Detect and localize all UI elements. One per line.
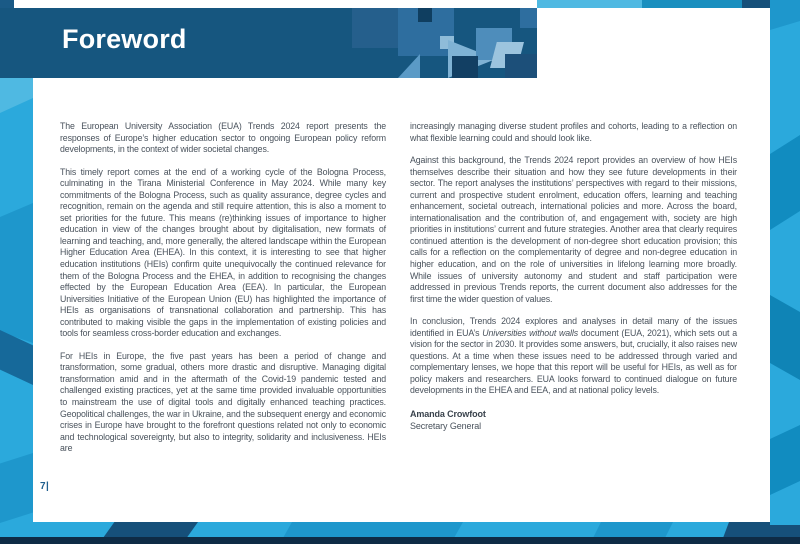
paragraph: For HEIs in Europe, the five past years has been a period of change and transformation, some gradual, others more drastic and disruptive. Managing digital transformation amid and in the aftermath of the Covid-19 pandemic tested and challenged existing practices, yet at the same time provided invaluable opportunities to mainstream the use of digital tools and digitally enhanced teaching practices. Geopolitical challenges, the war in Ukraine, and the subsequent energy and economic crises in Europe have brought to the forefront questions related not only to economic and technological sovereignty, but also to integrity, solidarity and inclusiveness. HEIs are [60, 350, 386, 454]
mosaic-shard [103, 522, 198, 538]
mosaic-shard [520, 8, 537, 28]
signature-title: Secretary General [410, 421, 481, 432]
mosaic-shard [770, 425, 800, 495]
paragraph: Against this background, the Trends 2024 report provides an overview of how HEIs themselves describe their situation and how they see future developments in their sector. The report analyses the institutions’ perspectives with regard to their missions, current and prospective student enrolment, education offers, learning and teaching enhancement, societal outreach, international policies and more. Across the board, internationalisation and the contribution of, and engagement with, society are high priorities in institutions’ current and future strategies. Another area that clearly requires continued attention is the development of non-degree short education provision; this calls for a reflection on the complementarity of degree and non-degree education in higher education, and on the role of universities in lifelong learning more broadly. While issues of university autonomy and student and staff participation were addressed in previous Trends reports, the current document also addresses for the first time the wider question of values. [410, 155, 737, 304]
document-title-italic: Universities without walls [482, 327, 578, 338]
signature-name: Amanda Crowfoot [410, 409, 486, 420]
mosaic-shard [505, 54, 537, 78]
mosaic-shard [418, 8, 432, 22]
right-border-mosaic [770, 0, 800, 544]
bottom-border-mosaic [33, 522, 770, 538]
paragraph: increasingly managing diverse student profiles and cohorts, leading to a reflection on what flexible learning could and should look like. [410, 121, 737, 143]
mosaic-shard [398, 54, 420, 78]
conclusion-text-pre: In conclusion, Trends 2024 explores and analyses in detail many of the issues identified in EUA’s [410, 316, 737, 338]
top-edge-strip [537, 0, 642, 8]
mosaic-shard [770, 295, 800, 380]
mosaic-shard [770, 135, 800, 230]
header-band [0, 8, 537, 78]
mosaic-shard [0, 203, 33, 343]
page-number: 7| [40, 481, 50, 492]
page-title: Foreword [62, 24, 187, 54]
conclusion-text-post: document (EUA, 2021), which sets out a vision for the sector in 2030. It provides some answers, but, crucially, it also raises new questions. At a time when these issues need to be addressed through varied and complementary lenses, we hope that this report will be useful for HEIs, as well as for policy makers and researchers. EUA looks forward to continued dialogue on future developments in the EHEA and EEA, and at national policy levels. [410, 327, 738, 396]
mosaic-shard [0, 453, 33, 523]
left-border-mosaic [0, 8, 33, 544]
mosaic-shard [283, 522, 463, 538]
mosaic-shard [723, 522, 770, 538]
left-column [60, 121, 386, 466]
mosaic-shard [352, 8, 398, 48]
signature-block [410, 408, 737, 432]
mosaic-shard [593, 522, 673, 538]
mosaic-shard [452, 56, 478, 78]
paragraph: The European University Association (EUA) Trends 2024 report presents the responses of Europe’s higher education sector to ongoing European policy reform developments, in the context of wider societal changes. [60, 121, 386, 155]
top-edge-strip [642, 0, 742, 8]
top-edge-strip [742, 0, 770, 8]
footer-bar [0, 537, 800, 544]
paragraph: This timely report comes at the end of a working cycle of the Bologna Process, culminating in the Tirana Ministerial Conference in May 2024. While many key commitments of the Bologna Process, such as quality assurance, degree cycles and recognition, remain on the agenda and still require attention, this is also a moment to set priorities for the future. This means (re)thinking issues of importance to higher education in view of the changes brought about by digitalisation, new formats of learning and teaching, and, more generally, the altered landscape within the European Higher Education Area (EHEA). In this context, it is interesting to see that higher education institutions (HEIs) confirm quite unequivocally the continued relevance for them of the Bologna Process and the EHEA, in addition to recognising the changes effected by the European Education Area (EEA). In particular, the European Universities Initiative of the European Union (EU) has highlighted the importance of HEIs as organisations of transnational collaboration and partnership. This has contributed to making visible the gaps in the implementation of existing policies and tools for seamless cross-border education and exchanges. [60, 166, 386, 339]
mosaic-shard [770, 0, 800, 30]
corner-square-decoration [0, 0, 14, 8]
paragraph-conclusion [410, 316, 737, 397]
right-column [410, 121, 737, 432]
